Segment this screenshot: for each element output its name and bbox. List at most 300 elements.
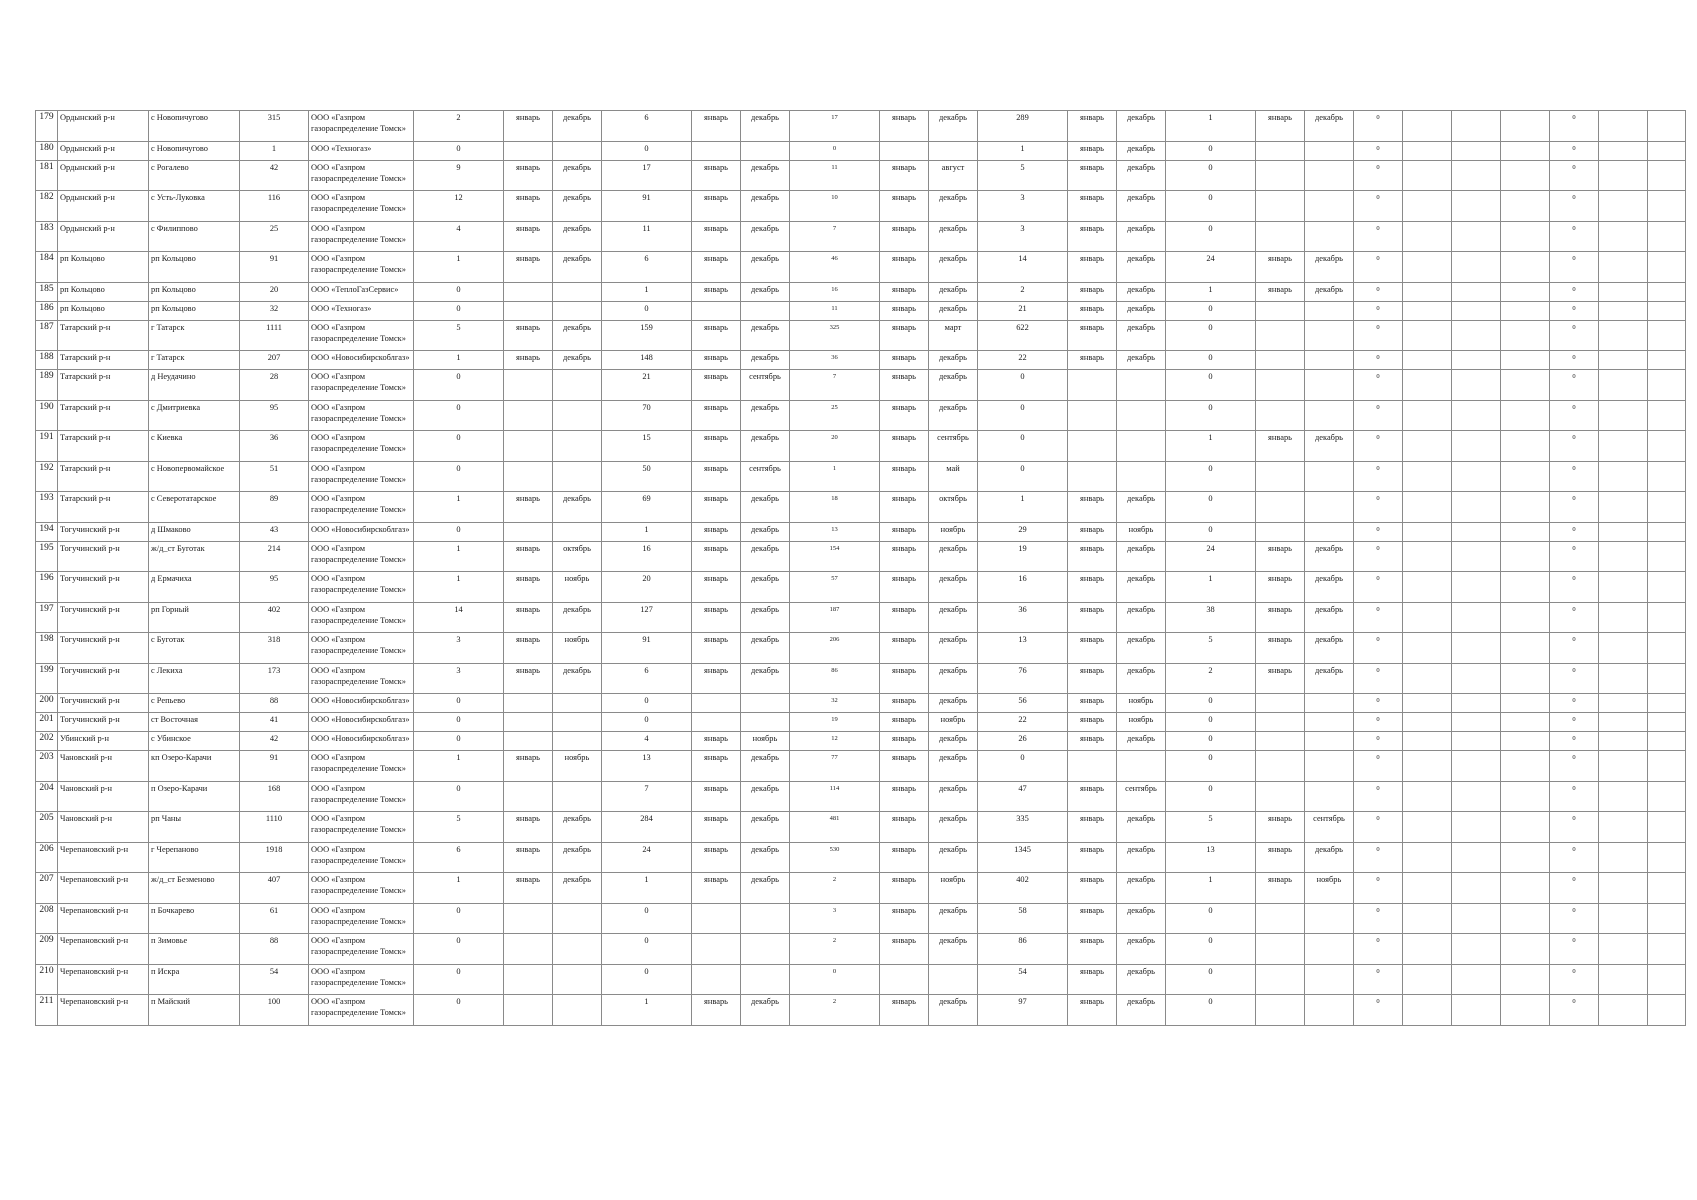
table-cell [1256, 964, 1305, 995]
table-cell [692, 964, 741, 995]
table-cell [1501, 873, 1550, 904]
table-cell: 91 [602, 191, 692, 222]
table-cell: январь [504, 572, 553, 603]
table-row [36, 320, 1686, 351]
table-cell [1305, 903, 1354, 934]
table-cell: 6 [602, 663, 692, 694]
table-cell: 69 [602, 492, 692, 523]
table-cell [1452, 282, 1501, 301]
table-cell: январь [692, 541, 741, 572]
table-cell [1305, 221, 1354, 252]
table-cell: 3 [978, 191, 1068, 222]
table-cell: декабрь [1305, 431, 1354, 462]
table-cell [1648, 541, 1686, 572]
table-cell: 0 [1166, 492, 1256, 523]
table-cell: 0 [1550, 320, 1599, 351]
table-row [36, 995, 1686, 1026]
table-cell: январь [880, 781, 929, 812]
table-cell: декабрь [1305, 602, 1354, 633]
table-cell: январь [1256, 572, 1305, 603]
table-cell: Черепановский р-н [58, 964, 149, 995]
table-cell: ООО «Газпром газораспределение Томск» [309, 431, 414, 462]
table-cell: рп Кольцово [149, 301, 240, 320]
table-cell: 2 [790, 873, 880, 904]
table-cell [1501, 221, 1550, 252]
table-cell: 198 [36, 633, 58, 664]
table-cell: ООО «Газпром газораспределение Томск» [309, 492, 414, 523]
table-cell: декабрь [1117, 492, 1166, 523]
table-cell: с Усть-Луковка [149, 191, 240, 222]
table-cell [741, 903, 790, 934]
table-cell: январь [880, 663, 929, 694]
table-cell: ноябрь [1117, 522, 1166, 541]
table-cell: 0 [414, 964, 504, 995]
table-cell: 12 [790, 732, 880, 751]
table-cell: ООО «Газпром газораспределение Томск» [309, 400, 414, 431]
table-cell: январь [880, 282, 929, 301]
table-cell: ж/д_ст Безменово [149, 873, 240, 904]
table-cell: январь [1068, 842, 1117, 873]
data-table [35, 110, 1686, 1026]
table-cell [1452, 694, 1501, 713]
table-cell: январь [1068, 301, 1117, 320]
table-cell [1648, 572, 1686, 603]
table-cell: 0 [1354, 461, 1403, 492]
table-cell: декабрь [741, 812, 790, 843]
table-cell: Ордынский р-н [58, 111, 149, 142]
table-cell: 88 [240, 934, 309, 965]
table-cell [1117, 461, 1166, 492]
table-cell [1501, 351, 1550, 370]
table-cell [504, 903, 553, 934]
table-cell: 0 [1354, 191, 1403, 222]
table-cell [1648, 282, 1686, 301]
table-cell: январь [1068, 160, 1117, 191]
table-cell [1648, 781, 1686, 812]
table-cell: 3 [790, 903, 880, 934]
table-cell: 14 [978, 252, 1068, 283]
table-cell: 3 [414, 633, 504, 664]
table-cell [1256, 781, 1305, 812]
table-cell [1403, 160, 1452, 191]
table-cell: август [929, 160, 978, 191]
table-cell: Черепановский р-н [58, 995, 149, 1026]
table-cell: 0 [602, 934, 692, 965]
table-row [36, 781, 1686, 812]
table-cell: декабрь [741, 431, 790, 462]
table-cell [1068, 400, 1117, 431]
table-cell [1068, 370, 1117, 401]
table-cell: январь [504, 812, 553, 843]
table-cell: декабрь [553, 812, 602, 843]
table-cell: сентябрь [1117, 781, 1166, 812]
table-cell [692, 903, 741, 934]
table-cell: 0 [1354, 572, 1403, 603]
table-cell: январь [880, 572, 929, 603]
table-cell: с Новопервомайское [149, 461, 240, 492]
table-cell: 0 [1550, 141, 1599, 160]
table-cell [1452, 934, 1501, 965]
table-cell: Тогучинский р-н [58, 633, 149, 664]
table-cell [1599, 522, 1648, 541]
table-cell [1599, 751, 1648, 782]
table-cell: Ордынский р-н [58, 221, 149, 252]
table-cell [1452, 351, 1501, 370]
table-cell: ноябрь [553, 633, 602, 664]
table-cell [1599, 492, 1648, 523]
table-cell: 191 [36, 431, 58, 462]
table-cell: Тогучинский р-н [58, 522, 149, 541]
table-cell: январь [692, 252, 741, 283]
table-cell: январь [880, 111, 929, 142]
table-cell [1648, 934, 1686, 965]
table-cell [1305, 934, 1354, 965]
table-cell [1452, 732, 1501, 751]
table-cell: январь [504, 492, 553, 523]
table-cell: 0 [414, 461, 504, 492]
table-cell: январь [1068, 541, 1117, 572]
table-cell: 0 [1354, 964, 1403, 995]
table-cell: декабрь [1117, 141, 1166, 160]
table-cell [1648, 964, 1686, 995]
table-cell: январь [880, 492, 929, 523]
table-cell: 0 [1550, 370, 1599, 401]
table-cell: 0 [1166, 964, 1256, 995]
table-cell: декабрь [741, 602, 790, 633]
table-cell: с Филиппово [149, 221, 240, 252]
table-cell [553, 694, 602, 713]
table-cell: 0 [414, 781, 504, 812]
table-cell: 0 [1550, 252, 1599, 283]
table-cell [1403, 694, 1452, 713]
table-cell [1403, 995, 1452, 1026]
table-cell [1599, 934, 1648, 965]
table-cell: 0 [1166, 320, 1256, 351]
table-cell: январь [1068, 141, 1117, 160]
table-cell: 25 [790, 400, 880, 431]
table-cell: 0 [1166, 351, 1256, 370]
table-cell: январь [692, 160, 741, 191]
table-cell [1256, 160, 1305, 191]
table-cell: 4 [602, 732, 692, 751]
table-cell: 0 [414, 141, 504, 160]
table-cell: Татарский р-н [58, 400, 149, 431]
table-cell: 28 [240, 370, 309, 401]
table-cell: 13 [790, 522, 880, 541]
table-cell: 77 [790, 751, 880, 782]
table-cell: 0 [1354, 252, 1403, 283]
table-cell [1256, 934, 1305, 965]
table-cell [1599, 160, 1648, 191]
table-cell: январь [1068, 812, 1117, 843]
table-cell: ООО «Газпром газораспределение Томск» [309, 964, 414, 995]
table-cell: 89 [240, 492, 309, 523]
table-cell: 182 [36, 191, 58, 222]
table-cell: 0 [790, 964, 880, 995]
table-cell: ООО «Новосибирскоблгаз» [309, 694, 414, 713]
table-cell: 26 [978, 732, 1068, 751]
table-cell: январь [692, 492, 741, 523]
table-row [36, 572, 1686, 603]
table-cell: с Новопичугово [149, 141, 240, 160]
table-cell: п Бочкарево [149, 903, 240, 934]
table-cell [1452, 400, 1501, 431]
table-cell: 187 [790, 602, 880, 633]
table-cell: 0 [1550, 541, 1599, 572]
table-cell [1403, 934, 1452, 965]
table-cell [692, 934, 741, 965]
table-cell [1501, 400, 1550, 431]
table-cell [1501, 141, 1550, 160]
table-cell [1501, 111, 1550, 142]
table-cell [741, 141, 790, 160]
table-cell: 335 [978, 812, 1068, 843]
table-cell: декабрь [1117, 111, 1166, 142]
table-cell [1599, 663, 1648, 694]
table-cell: декабрь [553, 873, 602, 904]
table-cell: Татарский р-н [58, 351, 149, 370]
table-cell: ООО «Новосибирскоблгаз» [309, 713, 414, 732]
table-cell [1501, 191, 1550, 222]
table-row [36, 400, 1686, 431]
table-cell: Чановский р-н [58, 781, 149, 812]
table-cell: 2 [1166, 663, 1256, 694]
table-cell: рп Кольцово [149, 252, 240, 283]
table-cell: 95 [240, 400, 309, 431]
table-cell: январь [880, 191, 929, 222]
table-cell: 1 [1166, 111, 1256, 142]
table-cell [553, 370, 602, 401]
table-cell: ООО «Газпром газораспределение Томск» [309, 995, 414, 1026]
table-cell [1403, 572, 1452, 603]
table-cell: Чановский р-н [58, 751, 149, 782]
table-cell: 214 [240, 541, 309, 572]
table-cell: 13 [978, 633, 1068, 664]
table-cell: январь [880, 431, 929, 462]
table-cell: 0 [1354, 694, 1403, 713]
table-cell: 481 [790, 812, 880, 843]
table-cell: январь [692, 602, 741, 633]
table-cell: 209 [36, 934, 58, 965]
table-cell [1305, 492, 1354, 523]
table-cell [1256, 492, 1305, 523]
table-cell: январь [1068, 903, 1117, 934]
table-cell: январь [1068, 934, 1117, 965]
table-cell [1305, 160, 1354, 191]
table-cell: январь [692, 370, 741, 401]
table-cell: 0 [414, 301, 504, 320]
table-cell: декабрь [1117, 602, 1166, 633]
table-cell: январь [880, 873, 929, 904]
table-cell: 0 [1354, 400, 1403, 431]
table-cell: январь [692, 732, 741, 751]
table-cell: 91 [602, 633, 692, 664]
table-cell: декабрь [929, 751, 978, 782]
table-cell: 57 [790, 572, 880, 603]
table-cell: 0 [1354, 282, 1403, 301]
table-cell [1501, 751, 1550, 782]
table-cell [1403, 602, 1452, 633]
table-cell [692, 301, 741, 320]
table-cell [553, 400, 602, 431]
table-cell: 0 [602, 141, 692, 160]
table-cell: январь [692, 400, 741, 431]
table-cell: 0 [978, 400, 1068, 431]
table-cell: 0 [1354, 751, 1403, 782]
table-cell: 207 [240, 351, 309, 370]
table-cell: 0 [1550, 431, 1599, 462]
table-cell: 0 [1354, 320, 1403, 351]
table-cell: январь [692, 221, 741, 252]
table-cell [1117, 400, 1166, 431]
table-cell: 0 [414, 713, 504, 732]
table-cell: ноябрь [929, 873, 978, 904]
table-cell [1648, 751, 1686, 782]
table-cell: 1111 [240, 320, 309, 351]
table-cell [1599, 461, 1648, 492]
table-cell [1501, 964, 1550, 995]
table-cell [1256, 713, 1305, 732]
table-cell: январь [880, 301, 929, 320]
table-cell: январь [504, 602, 553, 633]
table-cell: 201 [36, 713, 58, 732]
table-cell [1452, 812, 1501, 843]
table-cell: 1 [414, 873, 504, 904]
table-cell: с Северотатарское [149, 492, 240, 523]
table-cell: 208 [36, 903, 58, 934]
table-cell: 0 [978, 461, 1068, 492]
table-cell: 199 [36, 663, 58, 694]
table-cell [1452, 461, 1501, 492]
table-row [36, 370, 1686, 401]
table-cell: 0 [1354, 370, 1403, 401]
table-cell [1648, 812, 1686, 843]
table-cell: 1 [240, 141, 309, 160]
table-row [36, 751, 1686, 782]
table-cell [1599, 602, 1648, 633]
table-cell: январь [692, 781, 741, 812]
table-cell [1648, 252, 1686, 283]
table-cell: декабрь [929, 995, 978, 1026]
table-cell [553, 781, 602, 812]
table-cell [1305, 191, 1354, 222]
table-cell: 0 [602, 713, 692, 732]
table-cell [1599, 351, 1648, 370]
table-cell [553, 732, 602, 751]
table-cell: 197 [36, 602, 58, 633]
table-cell: январь [504, 252, 553, 283]
table-cell [504, 370, 553, 401]
table-cell: декабрь [1117, 282, 1166, 301]
table-cell: 1 [978, 141, 1068, 160]
table-cell [553, 713, 602, 732]
table-cell: 61 [240, 903, 309, 934]
table-cell [1599, 781, 1648, 812]
table-cell: январь [880, 713, 929, 732]
table-cell: 86 [790, 663, 880, 694]
table-cell: Татарский р-н [58, 370, 149, 401]
table-cell: ООО «Газпром газораспределение Томск» [309, 191, 414, 222]
table-cell [1501, 903, 1550, 934]
table-cell: с Рогалево [149, 160, 240, 191]
table-cell: 7 [790, 221, 880, 252]
table-cell: 0 [1166, 995, 1256, 1026]
table-cell [1256, 191, 1305, 222]
table-cell: январь [1256, 431, 1305, 462]
table-cell [1599, 633, 1648, 664]
table-cell: 190 [36, 400, 58, 431]
table-cell [1452, 221, 1501, 252]
table-cell: 202 [36, 732, 58, 751]
table-cell [1648, 903, 1686, 934]
table-cell: с Лекиха [149, 663, 240, 694]
table-cell: 7 [602, 781, 692, 812]
table-cell: январь [504, 320, 553, 351]
table-cell [553, 431, 602, 462]
table-cell: январь [1068, 320, 1117, 351]
table-cell [1452, 541, 1501, 572]
table-cell: 51 [240, 461, 309, 492]
table-cell: декабрь [1117, 964, 1166, 995]
table-cell: п Зимовье [149, 934, 240, 965]
table-cell: Тогучинский р-н [58, 602, 149, 633]
table-cell: декабрь [929, 812, 978, 843]
table-cell: 0 [1166, 781, 1256, 812]
table-cell [1648, 663, 1686, 694]
table-cell: ООО «Новосибирскоблгаз» [309, 732, 414, 751]
table-cell: 0 [1550, 732, 1599, 751]
table-cell: 38 [1166, 602, 1256, 633]
table-cell: Тогучинский р-н [58, 713, 149, 732]
table-cell: 16 [602, 541, 692, 572]
table-cell [1599, 191, 1648, 222]
table-cell: октябрь [553, 541, 602, 572]
table-cell: декабрь [1305, 663, 1354, 694]
table-cell: 11 [602, 221, 692, 252]
table-cell: 0 [1550, 842, 1599, 873]
table-cell: 192 [36, 461, 58, 492]
table-row [36, 221, 1686, 252]
table-cell: 41 [240, 713, 309, 732]
table-cell [1305, 995, 1354, 1026]
table-cell [1403, 732, 1452, 751]
table-cell [1648, 191, 1686, 222]
table-cell [1256, 461, 1305, 492]
table-cell: 0 [978, 751, 1068, 782]
table-cell [1256, 751, 1305, 782]
table-cell: январь [880, 320, 929, 351]
table-cell [1305, 301, 1354, 320]
table-cell: 16 [790, 282, 880, 301]
table-cell: январь [880, 252, 929, 283]
table-cell: декабрь [741, 191, 790, 222]
table-cell: январь [1256, 873, 1305, 904]
table-cell: январь [504, 633, 553, 664]
table-cell: январь [692, 572, 741, 603]
table-cell [1501, 663, 1550, 694]
table-cell: 36 [978, 602, 1068, 633]
table-cell: январь [1256, 842, 1305, 873]
table-cell: 203 [36, 751, 58, 782]
table-cell: 173 [240, 663, 309, 694]
table-cell: 0 [1550, 221, 1599, 252]
table-cell: 185 [36, 282, 58, 301]
table-cell: 0 [1550, 282, 1599, 301]
table-cell: ноябрь [1117, 713, 1166, 732]
table-cell: с Убинское [149, 732, 240, 751]
table-cell [741, 694, 790, 713]
table-cell: декабрь [553, 602, 602, 633]
